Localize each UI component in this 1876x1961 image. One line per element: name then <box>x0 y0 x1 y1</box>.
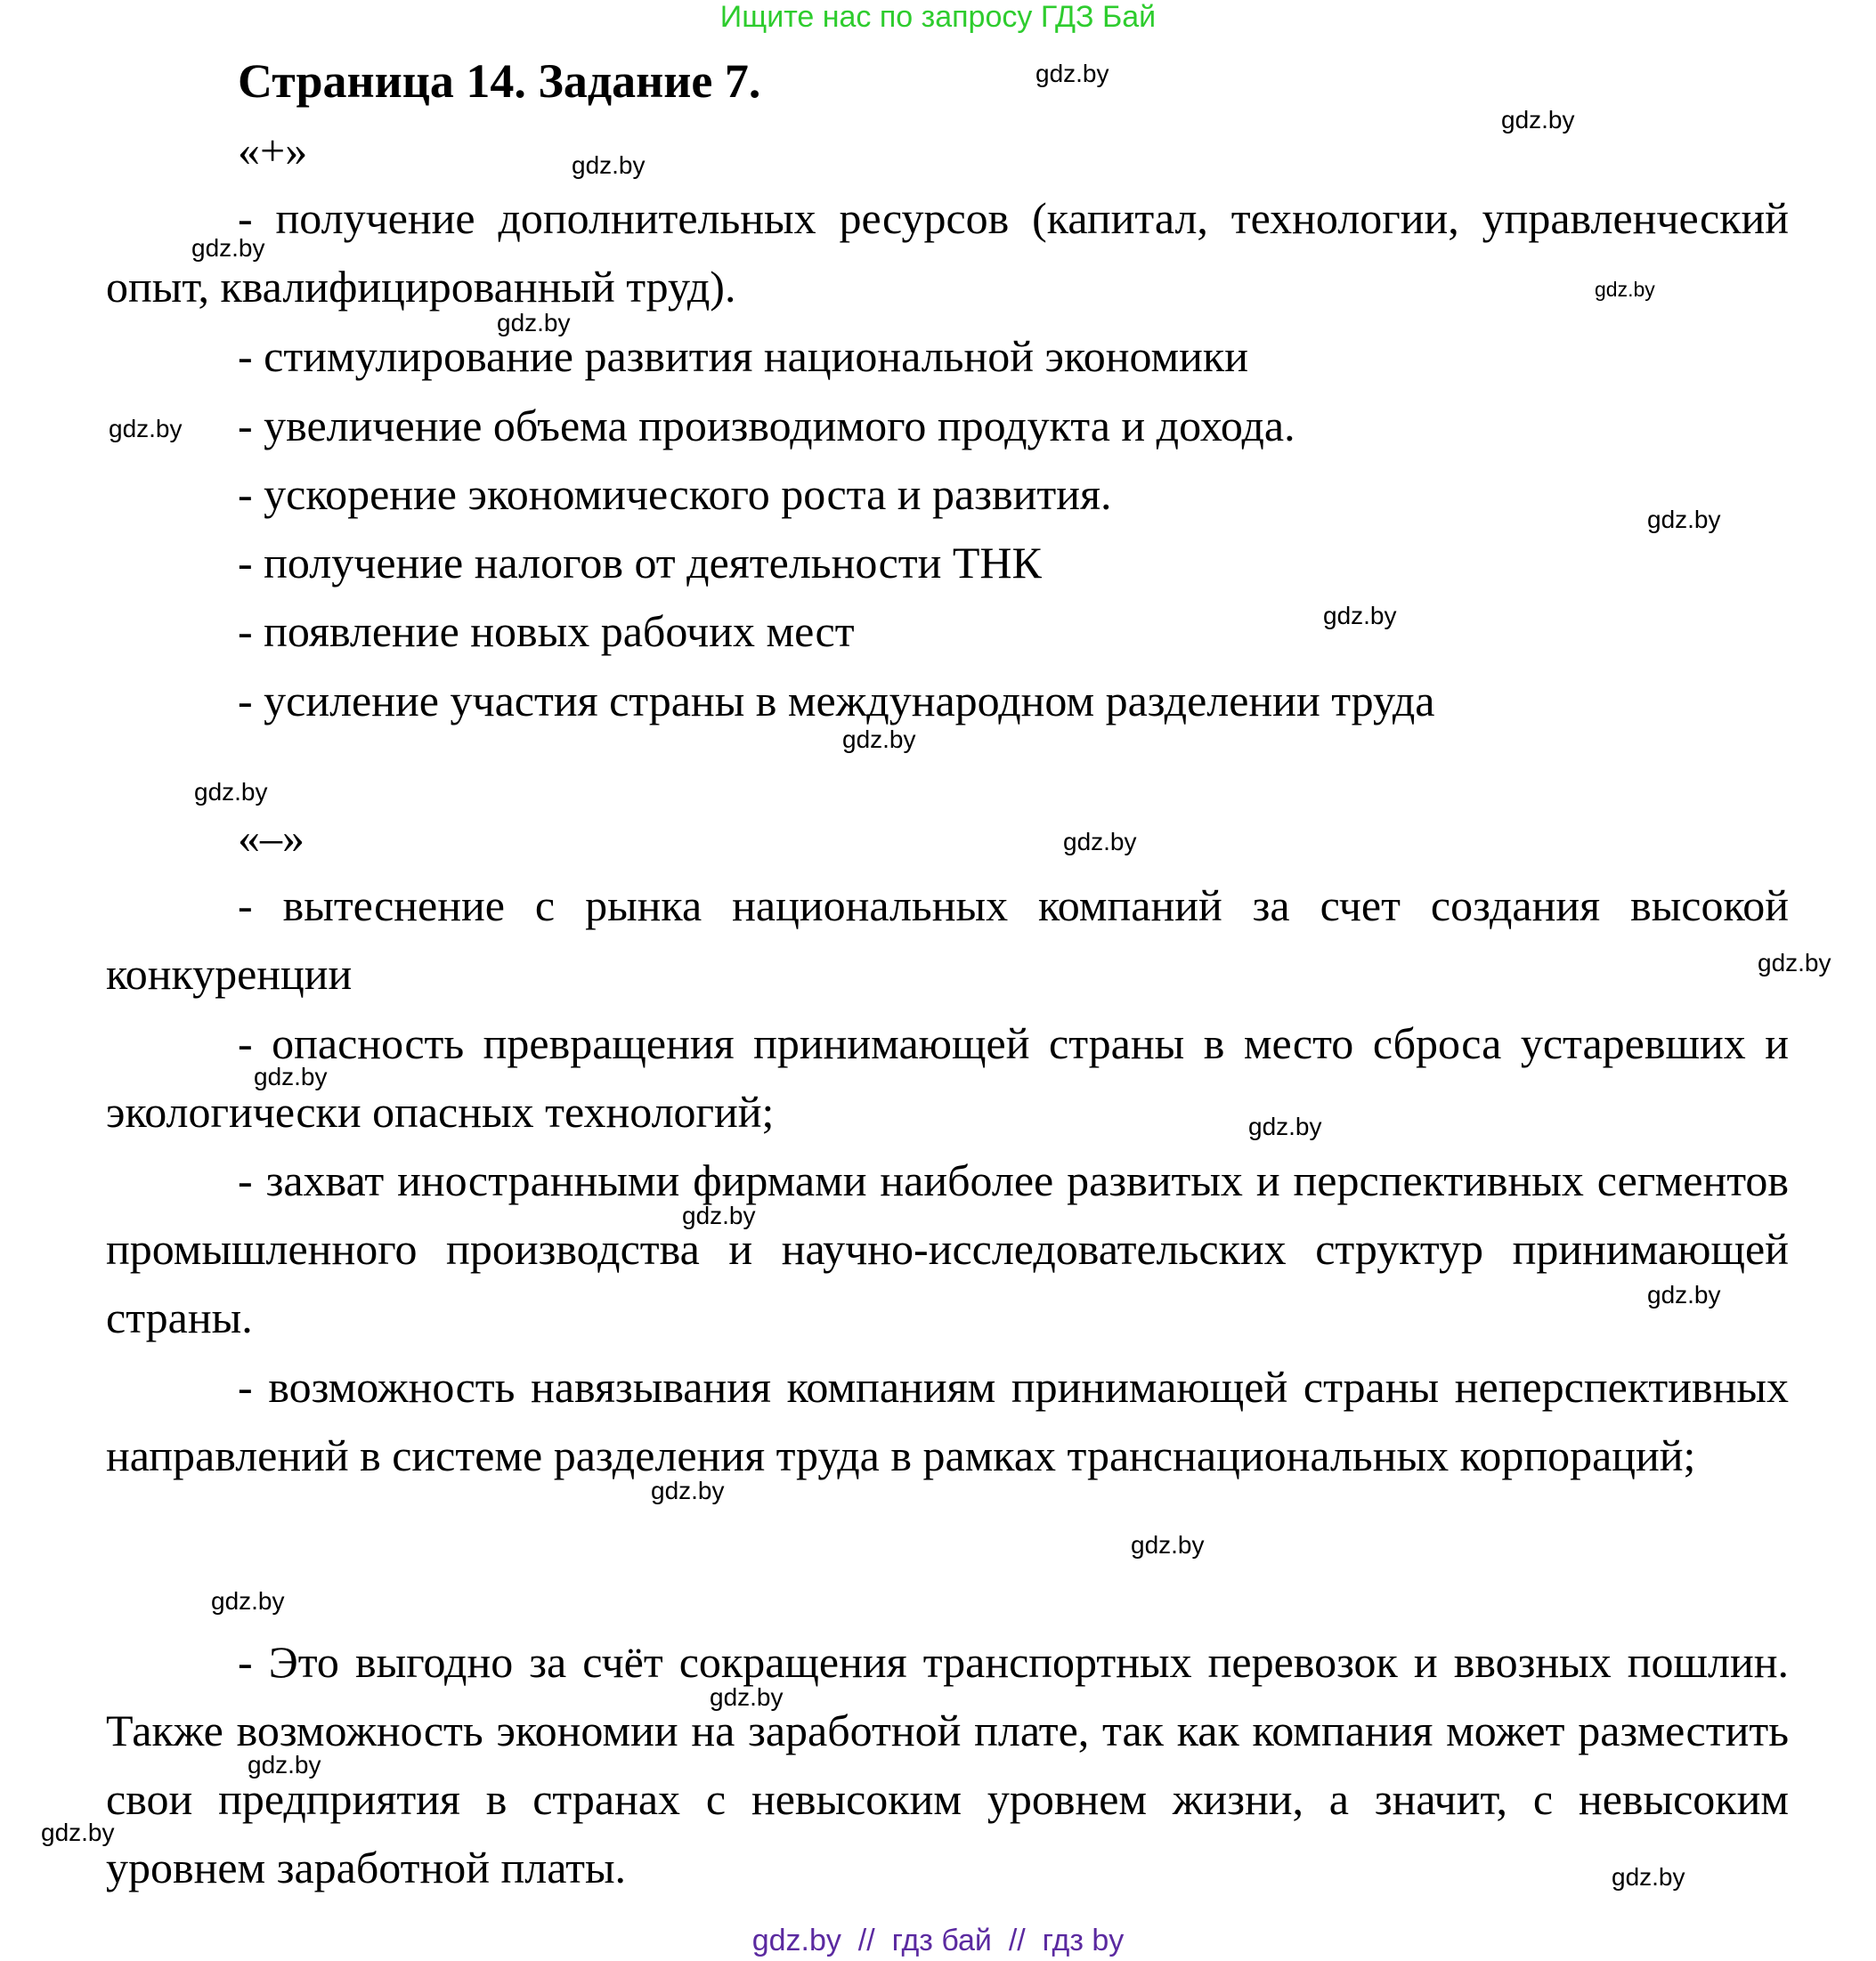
watermark: gdz.by <box>1758 949 1831 976</box>
plus-item: - появление новых рабочих мест <box>238 606 855 656</box>
watermark: gdz.by <box>710 1683 784 1711</box>
watermark: gdz.by <box>1647 1281 1721 1309</box>
plus-section-label: «+» <box>238 126 308 175</box>
watermark: gdz.by <box>254 1063 328 1090</box>
watermark: gdz.by <box>41 1819 115 1846</box>
watermark: gdz.by <box>842 725 916 753</box>
minus-section-label: «–» <box>238 813 305 863</box>
watermark: gdz.by <box>109 415 183 442</box>
watermark: gdz.by <box>211 1587 285 1615</box>
watermark: gdz.by <box>194 778 268 806</box>
watermark: gdz.by <box>497 309 571 336</box>
page-title: Страница 14. Задание 7. <box>238 54 761 108</box>
watermark: gdz.by <box>572 151 646 179</box>
watermark: gdz.by <box>1035 60 1109 87</box>
watermark: gdz.by <box>1131 1531 1205 1559</box>
watermark: gdz.by <box>1323 602 1397 629</box>
footer-links: gdz.by // гдз бай // гдз by <box>751 1924 1125 1957</box>
watermark: gdz.by <box>1595 278 1655 301</box>
search-banner: Ищите нас по запросу ГДЗ Бай <box>719 0 1157 34</box>
watermark: gdz.by <box>1647 506 1721 533</box>
plus-item: - увеличение объема производимого продукта и дохода. <box>238 401 1295 450</box>
minus-item: - вытеснение с рынка национальных компаний за счет создания высокой конкуренции <box>106 880 1789 999</box>
minus-item: - возможность навязывания компаниям принимающей страны неперспективных направлений в системе разделения труда в рамках транснациональных корпораций; <box>106 1362 1789 1480</box>
minus-item: - опасность превращения принимающей страны в место сброса устаревших и экологически опасных технологий; <box>106 1018 1789 1137</box>
watermark: gdz.by <box>682 1202 756 1229</box>
watermark: gdz.by <box>1248 1113 1322 1140</box>
watermark: gdz.by <box>1063 828 1137 855</box>
plus-item: - получение дополнительных ресурсов (капитал, технологии, управленческий опыт, квалифицированный труд). <box>106 193 1789 312</box>
plus-item: - усиление участия страны в международном разделении труда <box>238 676 1435 725</box>
conclusion-paragraph: - Это выгодно за счёт сокращения транспортных перевозок и ввозных пошлин. Также возможность экономии на заработной плате, так как компания может разместить свои предприятия в странах с невысоким уровнем жизни, а значит, с невысоким уровнем заработной платы. <box>106 1637 1789 1892</box>
plus-item: - получение налогов от деятельности ТНК <box>238 538 1042 587</box>
plus-item: - ускорение экономического роста и развития. <box>238 469 1112 519</box>
watermark: gdz.by <box>651 1477 725 1504</box>
watermark: gdz.by <box>1501 106 1575 134</box>
minus-item: - захват иностранными фирмами наиболее развитых и перспективных сегментов промышленного производства и научно-исследовательских структур принимающей страны. <box>106 1155 1789 1342</box>
watermark: gdz.by <box>1612 1863 1685 1891</box>
watermark: gdz.by <box>248 1751 321 1779</box>
plus-item: - стимулирование развития национальной экономики <box>238 331 1248 381</box>
watermark: gdz.by <box>191 234 265 262</box>
